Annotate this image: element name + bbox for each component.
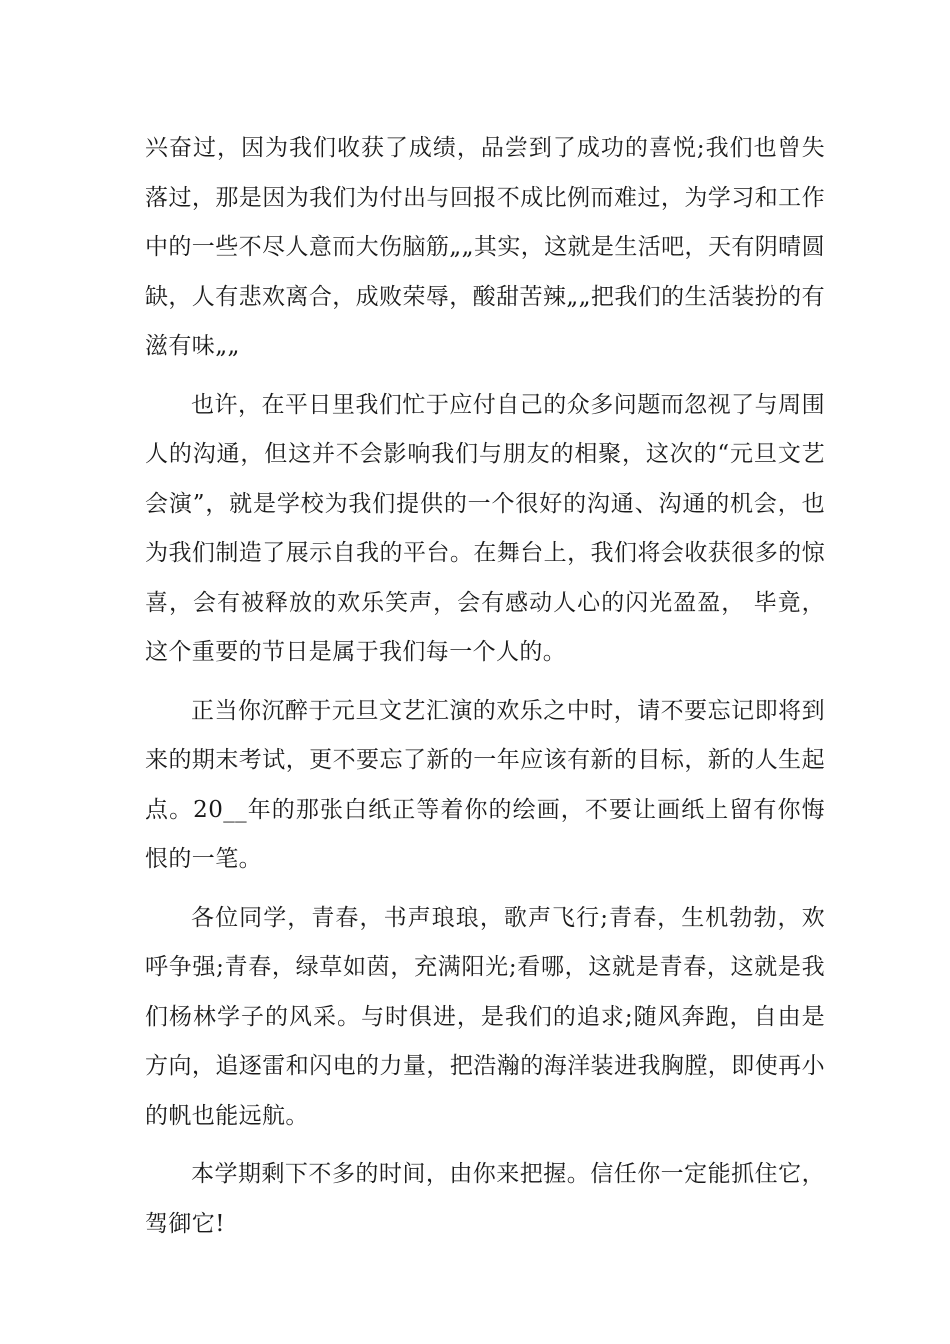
paragraph: 正当你沉醉于元旦文艺汇演的欢乐之中时，请不要忘记即将到来的期末考试，更不要忘了新的一年应该有新的目标，新的人生起点。20__年的那张白纸正等着你的绘画，不要让画纸上留有你悔恨的一笔。 (145, 697, 825, 872)
paragraph-continued: 兴奋过，因为我们收获了成绩，品尝到了成功的喜悦;我们也曾失落过，那是因为我们为付出与回报不成比例而难过，为学习和工作中的一些不尽人意而大伤脑筋„„其实，这就是生活吧，天有阴晴圆缺，人有悲欢离合，成败荣辱，酸甜苦辣„„把我们的生活装扮的有滋有味„„ (145, 135, 825, 359)
paragraph: 本学期剩下不多的时间，由你来把握。信任你一定能抓住它，驾御它! (145, 1161, 825, 1237)
document-body (145, 124, 825, 1258)
paragraph: 也许，在平日里我们忙于应付自己的众多问题而忽视了与周围人的沟通，但这并不会影响我们与朋友的相聚，这次的“元旦文艺会演”，就是学校为我们提供的一个很好的沟通、沟通的机会，也为我们制造了展示自我的平台。在舞台上，我们将会收获很多的惊喜，会有被释放的欢乐笑声，会有感动人心的闪光盈盈， 毕竟，这个重要的节日是属于我们每一个人的。 (145, 391, 825, 665)
paragraph: 各位同学，青春，书声琅琅，歌声飞行;青春，生机勃勃，欢呼争强;青春，绿草如茵，充满阳光;看哪，这就是青春，这就是我们杨林学子的风采。与时俱进，是我们的追求;随风奔跑，自由是方向，追逐雷和闪电的力量，把浩瀚的海洋装进我胸膛，即使再小的帆也能远航。 (145, 904, 825, 1129)
